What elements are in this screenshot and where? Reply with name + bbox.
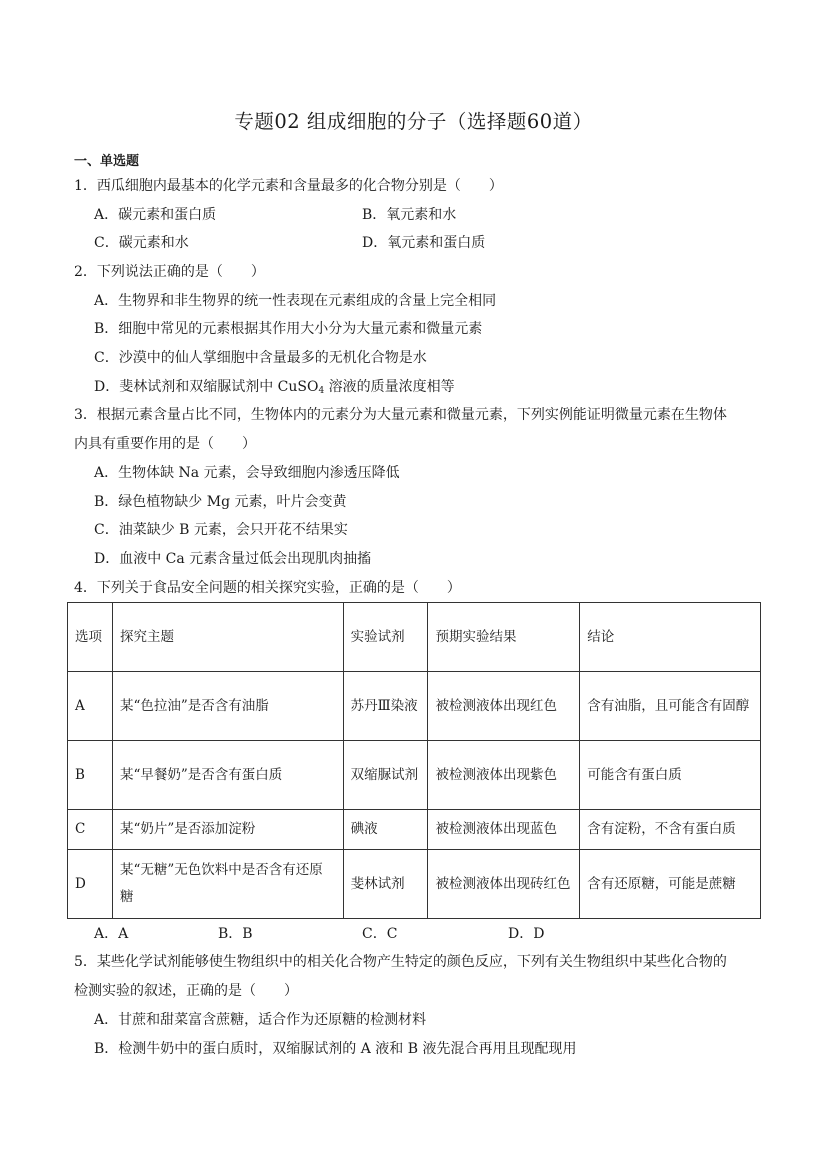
table-cell: 某“无糖”无色饮料中是否含有还原糖 [112, 850, 343, 919]
question-4-option-a: A．A [94, 926, 129, 942]
table-cell: 某“色拉油”是否含有油脂 [112, 672, 343, 741]
table-cell: B [68, 741, 113, 810]
table-cell: A [68, 672, 113, 741]
table-row [68, 741, 761, 810]
table-row [68, 850, 761, 919]
question-1-option-b: B．氧元素和水 [362, 207, 457, 223]
table-cell: 可能含有蛋白质 [580, 741, 761, 810]
question-3-option-c: C．油菜缺少 B 元素，会只开花不结果实 [94, 522, 348, 538]
question-5-option-b: B．检测牛奶中的蛋白质时，双缩脲试剂的 A 液和 B 液先混合再用且现配现用 [94, 1041, 577, 1057]
table-cell: 含有油脂，且可能含有固醇 [580, 672, 761, 741]
header-cell: 实验试剂 [343, 603, 428, 672]
question-2-option-b: B．细胞中常见的元素根据其作用大小分为大量元素和微量元素 [94, 321, 483, 337]
experiment-table [67, 602, 761, 919]
table-row [68, 810, 761, 850]
table-cell: 某“早餐奶”是否含有蛋白质 [112, 741, 343, 810]
table-cell: 含有还原糖，可能是蔗糖 [580, 850, 761, 919]
table-cell: 斐林试剂 [343, 850, 428, 919]
question-3-stem-line-1: 3．根据元素含量占比不同，生物体内的元素分为大量元素和微量元素，下列实例能证明微量元素在生物体 [74, 407, 727, 423]
header-cell: 预期实验结果 [428, 603, 580, 672]
question-4-option-b: B．B [218, 926, 253, 942]
question-3-option-d: D．血液中 Ca 元素含量过低会出现肌肉抽搐 [94, 551, 372, 567]
question-2-option-c: C．沙漠中的仙人掌细胞中含量最多的无机化合物是水 [94, 350, 427, 366]
option-d-text-pre: D．斐林试剂和双缩脲试剂中 CuSO [94, 379, 319, 395]
section-heading: 一、单选题 [74, 154, 140, 169]
question-2-stem: 2．下列说法正确的是（ ） [74, 264, 265, 280]
table-cell: 被检测液体出现紫色 [428, 741, 580, 810]
question-4-option-c: C．C [362, 926, 398, 942]
header-cell: 选项 [68, 603, 113, 672]
question-3-option-a: A．生物体缺 Na 元素，会导致细胞内渗透压降低 [94, 465, 400, 481]
table-row [68, 672, 761, 741]
header-cell: 探究主题 [112, 603, 343, 672]
table-cell: 含有淀粉，不含有蛋白质 [580, 810, 761, 850]
question-4-option-d: D．D [508, 926, 545, 942]
question-3-option-b: B．绿色植物缺少 Mg 元素，叶片会变黄 [94, 494, 347, 510]
table-cell: 苏丹Ⅲ染液 [343, 672, 428, 741]
option-d-text-post: 溶液的质量浓度相等 [324, 379, 455, 395]
table-cell: C [68, 810, 113, 850]
table-cell: 被检测液体出现砖红色 [428, 850, 580, 919]
subscript-4: 4 [318, 386, 325, 396]
question-3-stem-line-2: 内具有重要作用的是（ ） [74, 436, 256, 452]
table-header-row [68, 603, 761, 672]
question-1-option-a: A．碳元素和蛋白质 [94, 207, 217, 223]
header-cell: 结论 [580, 603, 761, 672]
table-cell: 被检测液体出现红色 [428, 672, 580, 741]
table-cell: 被检测液体出现蓝色 [428, 810, 580, 850]
question-4-stem: 4．下列关于食品安全问题的相关探究实验，正确的是（ ） [74, 580, 461, 596]
question-2-option-d [94, 378, 455, 400]
table-cell: 碘液 [343, 810, 428, 850]
question-2-option-a: A．生物界和非生物界的统一性表现在元素组成的含量上完全相同 [94, 293, 497, 309]
question-1-stem: 1．西瓜细胞内最基本的化学元素和含量最多的化合物分别是（ ） [74, 178, 503, 194]
question-5-option-a: A．甘蔗和甜菜富含蔗糖，适合作为还原糖的检测材料 [94, 1012, 427, 1028]
question-5-stem-line-1: 5．某些化学试剂能够使生物组织中的相关化合物产生特定的颜色反应，下列有关生物组织中某些化合物的 [74, 954, 727, 970]
table-cell: 双缩脲试剂 [343, 741, 428, 810]
page-title: 专题02 组成细胞的分子（选择题60道） [234, 110, 593, 133]
question-5-stem-line-2: 检测实验的叙述，正确的是（ ） [74, 983, 298, 999]
question-1-option-c: C．碳元素和水 [94, 235, 189, 251]
question-1-option-d: D．氧元素和蛋白质 [362, 235, 486, 251]
table-cell: 某“奶片”是否添加淀粉 [112, 810, 343, 850]
table-cell: D [68, 850, 113, 919]
